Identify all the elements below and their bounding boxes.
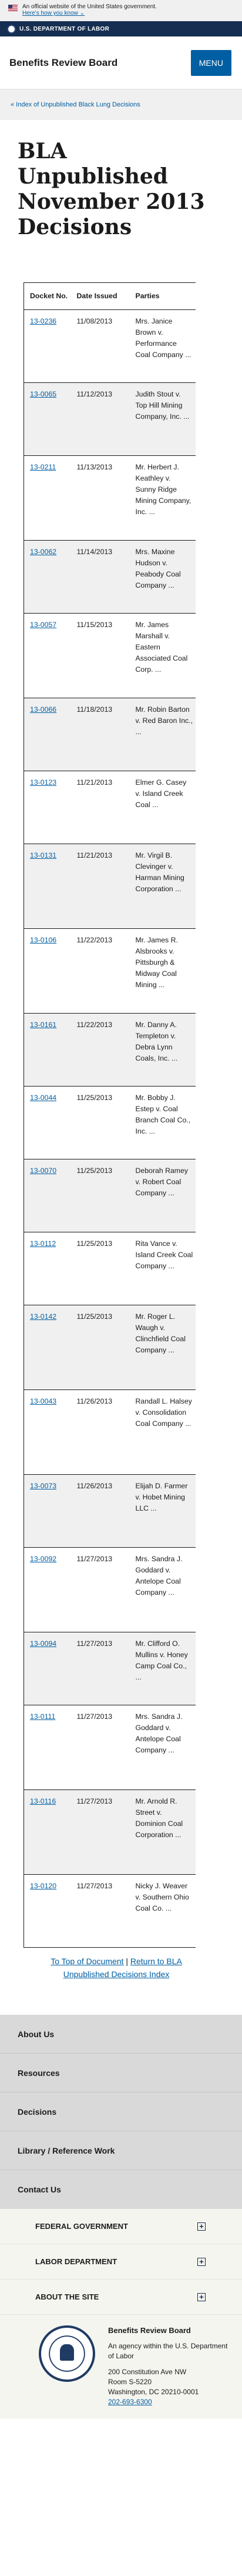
chevron-down-icon: ⌄ — [79, 10, 85, 16]
agency-tagline: An agency within the U.S. Department of Labor — [108, 2342, 228, 2360]
parties-text: Mr. Roger L. Waugh v. Clinchfield Coal Company ... — [135, 1312, 186, 1354]
return-index-link[interactable]: Return to BLA Unpublished Decisions Index — [63, 1957, 182, 1979]
parties-text: Elmer G. Casey v. Island Creek Coal ... — [135, 778, 187, 809]
agency-phone-link[interactable]: 202-693-6300 — [108, 2398, 152, 2406]
gov-banner-line: An official website of the United States government. — [22, 4, 157, 10]
table-row — [24, 1087, 196, 1159]
agency-name: Benefits Review Board — [108, 2326, 191, 2335]
docket-cell — [24, 771, 71, 844]
date-cell: 11/27/2013 — [71, 1875, 130, 1948]
parties-cell — [130, 844, 196, 929]
agency-address-2: Room S-5220 — [108, 2378, 152, 2386]
docket-link[interactable]: 13-0116 — [30, 1797, 56, 1805]
parties-cell — [130, 1390, 196, 1475]
footer-nav-contact[interactable]: Contact Us — [18, 2185, 61, 2194]
parties-cell — [130, 1632, 196, 1705]
docket-cell — [24, 698, 71, 771]
parties-cell — [130, 310, 196, 383]
parties-text: Mr. Virgil B. Clevinger v. Harman Mining Corporation ... — [135, 851, 184, 893]
date-cell: 11/25/2013 — [71, 1159, 130, 1232]
table-row — [24, 1632, 196, 1705]
table-row — [24, 1232, 196, 1305]
docket-link[interactable]: 13-0161 — [30, 1021, 57, 1029]
agency-address-1: 200 Constitution Ave NW — [108, 2368, 187, 2376]
table-row — [24, 1305, 196, 1390]
decisions-table-wrap — [23, 282, 219, 1948]
link-separator: | — [123, 1957, 130, 1966]
parties-cell — [130, 614, 196, 698]
docket-link[interactable]: 13-0043 — [30, 1397, 57, 1405]
docket-cell — [24, 929, 71, 1014]
table-row — [24, 1014, 196, 1087]
parties-text: Mr. Arnold R. Street v. Dominion Coal Corporation ... — [135, 1797, 183, 1839]
table-row — [24, 1475, 196, 1548]
docket-cell — [24, 541, 71, 614]
parties-cell — [130, 383, 196, 456]
parties-cell — [130, 1014, 196, 1087]
docket-link[interactable]: 13-0131 — [30, 851, 57, 859]
docket-cell — [24, 1087, 71, 1159]
table-row — [24, 541, 196, 614]
docket-cell — [24, 310, 71, 383]
breadcrumb — [0, 89, 242, 120]
plus-icon: + — [197, 2222, 206, 2231]
footer-nav-about[interactable]: About Us — [0, 2015, 242, 2054]
dol-seal-icon — [7, 25, 16, 34]
table-row — [24, 310, 196, 383]
docket-link[interactable]: 13-0073 — [30, 1482, 57, 1490]
dol-seal-logo — [39, 2325, 95, 2382]
parties-text: Nicky J. Weaver v. Southern Ohio Coal Co. ... — [135, 1882, 189, 1912]
parties-cell — [130, 1475, 196, 1548]
accordion-federal-government[interactable] — [0, 2209, 242, 2244]
table-row — [24, 844, 196, 929]
table-row — [24, 1390, 196, 1475]
docket-link[interactable]: 13-0066 — [30, 705, 57, 714]
docket-cell — [24, 1159, 71, 1232]
parties-cell — [130, 1159, 196, 1232]
parties-text: Mr. Herbert J. Keathley v. Sunny Ridge Mining Company, Inc. ... — [135, 463, 191, 516]
parties-cell — [130, 929, 196, 1014]
table-row — [24, 456, 196, 541]
docket-cell — [24, 1232, 71, 1305]
plus-icon: + — [197, 2293, 206, 2301]
parties-cell — [130, 456, 196, 541]
table-row — [24, 1548, 196, 1632]
date-cell: 11/27/2013 — [71, 1548, 130, 1632]
docket-link[interactable]: 13-0236 — [30, 317, 57, 325]
accordion-label: FEDERAL GOVERNMENT — [35, 2222, 128, 2231]
date-cell: 11/18/2013 — [71, 698, 130, 771]
parties-cell — [130, 1548, 196, 1632]
accordion-labor-department[interactable] — [0, 2244, 242, 2280]
parties-cell — [130, 1087, 196, 1159]
heres-how-you-know-link[interactable]: Here’s how you know ⌄ — [22, 10, 85, 16]
accordion-label: ABOUT THE SITE — [35, 2292, 99, 2301]
parties-text: Mr. James Marshall v. Eastern Associated Coal Corp. ... — [135, 621, 188, 674]
table-row — [24, 614, 196, 698]
parties-text: Mrs. Janice Brown v. Performance Coal Company ... — [135, 317, 191, 359]
date-cell: 11/21/2013 — [71, 771, 130, 844]
docket-link[interactable]: 13-0123 — [30, 778, 57, 787]
parties-cell — [130, 1875, 196, 1948]
agency-info — [0, 2315, 242, 2419]
docket-cell — [24, 1548, 71, 1632]
to-top-link[interactable]: To Top of Document — [51, 1957, 124, 1966]
parties-cell — [130, 1790, 196, 1875]
parties-text: Mr. Danny A. Templeton v. Debra Lynn Coals, Inc. ... — [135, 1021, 178, 1062]
date-cell: 11/27/2013 — [71, 1705, 130, 1790]
docket-link[interactable]: 13-0106 — [30, 936, 57, 944]
parties-text: Randall L. Halsey v. Consolidation Coal Company ... — [135, 1397, 192, 1428]
docket-cell — [24, 1705, 71, 1790]
docket-cell — [24, 1632, 71, 1705]
date-cell: 11/12/2013 — [71, 383, 130, 456]
date-cell: 11/13/2013 — [71, 456, 130, 541]
parties-text: Mr. Robin Barton v. Red Baron Inc., ... — [135, 705, 193, 736]
date-cell: 11/27/2013 — [71, 1790, 130, 1875]
plus-icon: + — [197, 2258, 206, 2266]
gov-banner-text — [22, 4, 157, 16]
header-date: Date Issued — [71, 283, 130, 310]
footer-nav-library[interactable]: Library / Reference Work — [0, 2131, 242, 2170]
date-cell: 11/22/2013 — [71, 929, 130, 1014]
parties-cell — [130, 1705, 196, 1790]
docket-cell — [24, 456, 71, 541]
parties-text: Mrs. Sandra J. Goddard v. Antelope Coal Company ... — [135, 1555, 183, 1597]
docket-link[interactable]: 13-0044 — [30, 1094, 57, 1102]
agency-address-3: Washington, DC 20210-0001 — [108, 2388, 199, 2396]
footer-nav — [0, 2015, 242, 2209]
parties-text: Mrs. Sandra J. Goddard v. Antelope Coal Company ... — [135, 1712, 183, 1754]
docket-link[interactable]: 13-0211 — [30, 463, 56, 471]
table-header-row — [24, 283, 196, 310]
docket-link[interactable]: 13-0120 — [30, 1882, 57, 1890]
docket-cell — [24, 1305, 71, 1390]
date-cell: 11/25/2013 — [71, 1305, 130, 1390]
docket-cell — [24, 1014, 71, 1087]
docket-cell — [24, 1875, 71, 1948]
accordion-label: LABOR DEPARTMENT — [35, 2257, 117, 2266]
footer-nav-decisions[interactable]: Decisions — [0, 2092, 242, 2131]
docket-link[interactable]: 13-0057 — [30, 621, 57, 629]
docket-cell — [24, 1790, 71, 1875]
table-row — [24, 1159, 196, 1232]
parties-text: Rita Vance v. Island Creek Coal Company ... — [135, 1239, 193, 1270]
header-parties: Parties — [130, 283, 196, 310]
header-docket: Docket No. — [24, 283, 71, 310]
parties-text: Mr. Bobby J. Estep v. Coal Branch Coal Co., Inc. ... — [135, 1094, 191, 1135]
parties-cell — [130, 1232, 196, 1305]
decisions-table — [23, 282, 196, 1948]
parties-text: Mr. Clifford O. Mullins v. Honey Camp Coal Co., ... — [135, 1639, 188, 1681]
breadcrumb-index-link[interactable]: « Index of Unpublished Black Lung Decisions — [11, 101, 140, 108]
docket-cell — [24, 383, 71, 456]
table-row — [24, 698, 196, 771]
docket-cell — [24, 614, 71, 698]
docket-cell — [24, 1475, 71, 1548]
date-cell: 11/26/2013 — [71, 1390, 130, 1475]
docket-link[interactable]: 13-0065 — [30, 390, 57, 398]
docket-link[interactable]: 13-0111 — [30, 1712, 56, 1721]
parties-cell — [130, 698, 196, 771]
dol-label: U.S. DEPARTMENT OF LABOR — [19, 25, 110, 32]
bottom-links — [0, 1948, 242, 1981]
parties-text: Mrs. Maxine Hudson v. Peabody Coal Company ... — [135, 548, 181, 589]
docket-cell — [24, 844, 71, 929]
table-row — [24, 1875, 196, 1948]
table-row — [24, 383, 196, 456]
date-cell: 11/25/2013 — [71, 1087, 130, 1159]
site-title[interactable]: Benefits Review Board — [9, 56, 118, 68]
date-cell: 11/26/2013 — [71, 1475, 130, 1548]
page-title: BLA Unpublished November 2013 Decisions — [18, 139, 205, 239]
docket-link[interactable]: 13-0112 — [30, 1239, 56, 1248]
footer-accordions — [0, 2209, 242, 2315]
parties-text: Deborah Ramey v. Robert Coal Company ... — [135, 1167, 189, 1197]
table-row — [24, 1705, 196, 1790]
date-cell: 11/15/2013 — [71, 614, 130, 698]
date-cell: 11/25/2013 — [71, 1232, 130, 1305]
parties-cell — [130, 771, 196, 844]
date-cell: 11/22/2013 — [71, 1014, 130, 1087]
date-cell: 11/08/2013 — [71, 310, 130, 383]
table-row — [24, 771, 196, 844]
us-flag-icon — [8, 5, 18, 11]
agency-text — [108, 2325, 230, 2407]
gov-banner — [0, 0, 242, 21]
docket-link[interactable]: 13-0094 — [30, 1639, 57, 1648]
docket-cell — [24, 1390, 71, 1475]
dol-bar[interactable] — [0, 21, 242, 36]
date-cell: 11/21/2013 — [71, 844, 130, 929]
parties-text: Elijah D. Farmer v. Hobet Mining LLC ... — [135, 1482, 188, 1512]
date-cell: 11/27/2013 — [71, 1632, 130, 1705]
date-cell: 11/14/2013 — [71, 541, 130, 614]
menu-button[interactable]: MENU — [191, 50, 231, 76]
parties-cell — [130, 1305, 196, 1390]
table-row — [24, 929, 196, 1014]
parties-cell — [130, 541, 196, 614]
parties-text: Judith Stout v. Top Hill Mining Company, Inc. ... — [135, 390, 190, 421]
docket-link[interactable]: 13-0092 — [30, 1555, 57, 1563]
docket-link[interactable]: 13-0142 — [30, 1312, 57, 1321]
docket-link[interactable]: 13-0062 — [30, 548, 57, 556]
footer-nav-resources[interactable]: Resources — [0, 2054, 242, 2092]
site-header — [0, 36, 242, 89]
docket-link[interactable]: 13-0070 — [30, 1167, 57, 1175]
accordion-about-site[interactable] — [0, 2280, 242, 2315]
parties-text: Mr. James R. Alsbrooks v. Pittsburgh & Midway Coal Mining ... — [135, 936, 178, 989]
table-row — [24, 1790, 196, 1875]
